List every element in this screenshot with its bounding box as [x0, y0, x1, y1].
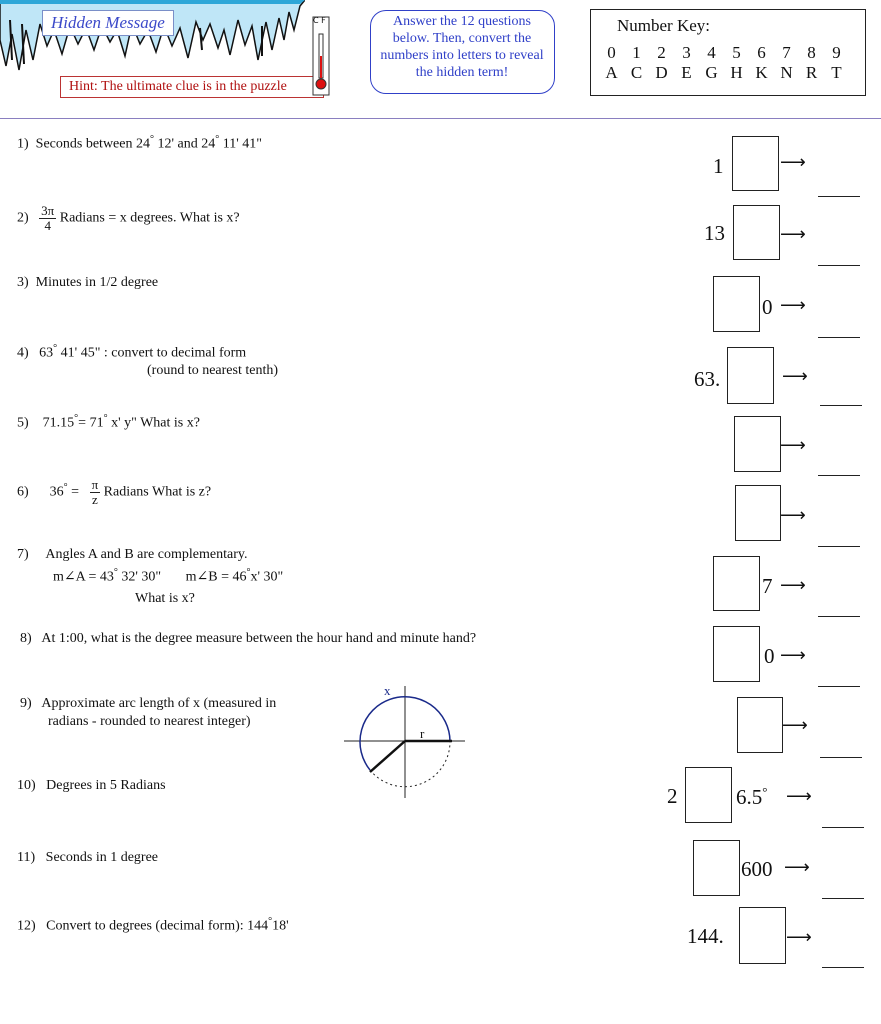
degree-symbol: °: [762, 784, 768, 799]
key-letter: H: [730, 63, 743, 82]
question-number: 2): [17, 210, 29, 226]
answer-7-letter-blank[interactable]: [818, 616, 860, 617]
number-key-title: Number Key:: [617, 16, 711, 35]
question-text: 41' 45" : convert to decimal form: [57, 345, 247, 361]
question-7: [17, 547, 247, 563]
key-letter: T: [831, 63, 842, 82]
question-text: 12' and 24: [153, 136, 216, 152]
key-letter: A: [605, 63, 618, 82]
arrow-icon: ⟶: [786, 927, 812, 948]
key-letter: G: [705, 63, 718, 82]
key-letter: K: [755, 63, 768, 82]
answer-10-suffix-value: 6.5: [736, 785, 763, 809]
degree-symbol: °: [246, 567, 251, 578]
answer-2-letter-blank[interactable]: [818, 265, 860, 266]
question-number: 1): [17, 136, 29, 152]
question-text: Radians = x degrees. What is x?: [56, 210, 240, 226]
question-5: [17, 413, 200, 432]
question-9-line2: radians - rounded to nearest integer): [48, 714, 251, 729]
degree-symbol: °: [63, 482, 68, 494]
question-text: x' y" What is x?: [107, 415, 200, 431]
answer-12-box[interactable]: [739, 907, 786, 964]
question-4-line2: (round to nearest tenth): [147, 363, 279, 378]
question-number: 8): [20, 631, 32, 646]
question-text: Seconds between 24: [35, 136, 150, 152]
key-letter: E: [681, 63, 692, 82]
thermometer-scale-label: C F: [313, 16, 326, 25]
question-text: 63: [39, 345, 54, 361]
degree-symbol: °: [74, 413, 79, 424]
instructions-text: Answer the 12 questions below. Then, convert the numbers into letters to reveal the hidden term!: [380, 14, 544, 80]
fraction: [39, 204, 56, 233]
key-digit: 1: [632, 43, 641, 62]
key-digit: 5: [732, 43, 741, 62]
question-text: Angles A and B are complementary.: [45, 547, 248, 562]
number-key-letters: [599, 63, 849, 83]
arrow-icon: ⟶: [786, 786, 812, 807]
question-text: = 71: [78, 415, 104, 431]
question-number: 12): [17, 918, 36, 934]
question-text: 18': [272, 918, 289, 934]
answer-12-letter-blank[interactable]: [822, 967, 864, 968]
answer-5-letter-blank[interactable]: [818, 475, 860, 476]
answer-1-box[interactable]: [732, 136, 779, 191]
question-number: 3): [17, 275, 29, 290]
answer-6-box[interactable]: [735, 485, 781, 541]
header-separator: [0, 118, 881, 119]
question-text: Radians What is z?: [100, 484, 212, 500]
key-digit: 6: [757, 43, 766, 62]
question-11: [17, 850, 158, 866]
fraction-denominator: z: [91, 492, 98, 507]
question-number: 5): [17, 415, 29, 431]
answer-4-prefix: 63.: [694, 367, 721, 391]
answer-8-letter-blank[interactable]: [818, 686, 860, 687]
answer-2-prefix: 13: [704, 221, 725, 245]
fraction: [90, 478, 101, 507]
thermometer-icon: [312, 16, 330, 96]
answer-2-box[interactable]: [733, 205, 780, 260]
hint-box: Hint: The ultimate clue is in the puzzle: [60, 76, 324, 98]
key-letter: C: [630, 63, 643, 82]
question-8: [20, 631, 476, 647]
answer-11-suffix: 600: [741, 857, 773, 881]
fraction-numerator: π: [91, 477, 99, 492]
question-10: [17, 778, 166, 794]
question-text: Convert to degrees (decimal form): 144: [46, 918, 269, 934]
answer-1-prefix: 1: [713, 154, 724, 178]
key-digit: 0: [607, 43, 616, 62]
answer-11-box[interactable]: [693, 840, 740, 896]
arrow-icon: ⟶: [782, 366, 808, 387]
question-12: [17, 916, 289, 935]
circle-arc-diagram: [342, 680, 467, 805]
question-text: =: [67, 484, 80, 500]
question-1: [17, 134, 262, 153]
question-text: x' 30": [250, 569, 284, 585]
number-key-digits: [599, 43, 849, 63]
answer-1-letter-blank[interactable]: [818, 196, 860, 197]
key-digit: 3: [682, 43, 691, 62]
answer-10-suffix: [736, 784, 767, 810]
question-text: At 1:00, what is the degree measure between the hour hand and minute hand?: [41, 631, 477, 646]
arrow-icon: ⟶: [780, 505, 806, 526]
answer-10-prefix: 2: [667, 784, 678, 808]
arrow-icon: ⟶: [780, 152, 806, 173]
question-7-line3: What is x?: [135, 591, 195, 606]
degree-symbol: °: [53, 343, 58, 354]
arrow-icon: ⟶: [780, 224, 806, 245]
arrow-icon: ⟶: [782, 715, 808, 736]
question-text: Seconds in 1 degree: [45, 850, 159, 865]
arrow-icon: ⟶: [780, 295, 806, 316]
answer-9-box[interactable]: [737, 697, 783, 753]
degree-symbol: °: [268, 916, 273, 927]
question-text: 71.15: [42, 415, 75, 431]
question-text: Minutes in 1/2 degree: [35, 275, 159, 290]
question-text: 36: [49, 484, 64, 500]
answer-9-letter-blank[interactable]: [820, 757, 862, 758]
degree-symbol: °: [215, 134, 220, 145]
question-7-line2: [53, 567, 283, 586]
answer-11-letter-blank[interactable]: [822, 898, 864, 899]
key-letter: R: [805, 63, 818, 82]
answer-6-letter-blank[interactable]: [818, 546, 860, 547]
key-digit: 9: [832, 43, 841, 62]
degree-symbol: °: [113, 567, 118, 578]
answer-3-letter-blank[interactable]: [818, 337, 860, 338]
question-text: Degrees in 5 Radians: [46, 778, 166, 793]
diagram-label-x: x: [384, 683, 391, 698]
answer-7-suffix: 7: [762, 574, 773, 598]
question-number: 6): [17, 484, 29, 500]
answer-4-box[interactable]: [727, 347, 774, 404]
answer-12-prefix: 144.: [687, 924, 724, 948]
degree-symbol: °: [149, 134, 154, 145]
question-number: 4): [17, 345, 29, 361]
arrow-icon: ⟶: [780, 435, 806, 456]
answer-7-box[interactable]: [713, 556, 760, 611]
question-9: [20, 696, 276, 712]
radius-terminal: [370, 741, 405, 772]
worksheet-title: Hidden Message: [42, 10, 174, 36]
question-number: 9): [20, 696, 32, 711]
question-number: 7): [17, 547, 29, 562]
diagram-label-r: r: [420, 726, 425, 741]
question-text: 32' 30": [117, 569, 162, 585]
fraction-numerator: 3π: [41, 203, 55, 218]
question-number: 11): [17, 850, 36, 865]
answer-5-box[interactable]: [734, 416, 781, 472]
answer-8-box[interactable]: [713, 626, 760, 682]
question-text: 11' 41": [219, 136, 262, 152]
key-digit: 7: [782, 43, 791, 62]
key-digit: 4: [707, 43, 716, 62]
arrow-icon: ⟶: [784, 857, 810, 878]
answer-10-letter-blank[interactable]: [822, 827, 864, 828]
key-digit: 2: [657, 43, 666, 62]
question-6: [17, 478, 211, 507]
degree-symbol: °: [103, 413, 108, 424]
question-text: m∠B = 46: [185, 569, 247, 585]
question-text: m∠A = 43: [53, 569, 114, 585]
question-number: 10): [17, 778, 36, 793]
answer-3-box[interactable]: [713, 276, 760, 332]
arrow-icon: ⟶: [780, 645, 806, 666]
answer-10-box[interactable]: [685, 767, 732, 823]
answer-4-letter-blank[interactable]: [820, 405, 862, 406]
fraction-denominator: 4: [44, 218, 51, 233]
question-text: Approximate arc length of x (measured in: [41, 696, 277, 711]
arrow-icon: ⟶: [780, 575, 806, 596]
answer-3-suffix: 0: [762, 295, 773, 319]
question-4: [17, 343, 246, 362]
key-letter: N: [780, 63, 793, 82]
answer-8-suffix: 0: [764, 644, 775, 668]
question-2: [17, 204, 240, 233]
key-letter: D: [655, 63, 668, 82]
question-3: [17, 275, 158, 291]
key-digit: 8: [807, 43, 816, 62]
arc-remaining: [370, 741, 450, 787]
